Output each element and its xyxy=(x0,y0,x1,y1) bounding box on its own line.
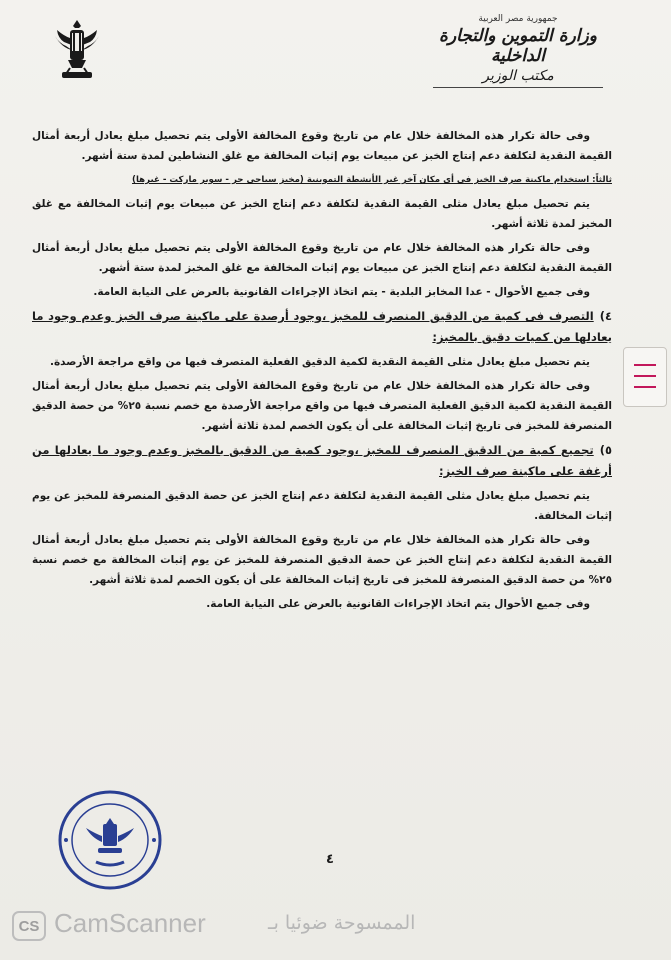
paragraph: وفى حالة تكرار هذه المخالفة خلال عام من تاريخ وقوع المخالفة الأولى يتم تحصيل مبلغ يعادل أربعة أمثال القيمة النقدية لتكلفة دعم إنتاج الخبز عن مبيعات يوم إثبات المخالفة مع غلق المخبز لمدة ستة أشهر. xyxy=(32,242,612,274)
paragraph: وفى جميع الأحوال - عدا المخابز البلدية - يتم اتخاذ الإجراءات القانونية بالعرض على النيابة العامة. xyxy=(93,286,590,298)
ministry-stamp-icon xyxy=(56,788,164,892)
camscanner-logo-icon: CS xyxy=(12,911,46,941)
camscanner-watermark xyxy=(0,905,671,945)
letterhead-office: مكتب الوزير xyxy=(482,68,554,84)
letterhead xyxy=(413,14,623,88)
page-number: ٤ xyxy=(326,852,334,867)
letterhead-underline xyxy=(433,87,603,88)
section-subheading: ثالثاً: استخدام ماكينة صرف الخبز فى أى مكان آخر غير الأنشطة التموينية (مخبز سياحى حر - سوبر ماركت - غيرها) xyxy=(132,175,612,185)
document-body xyxy=(32,126,612,618)
section-heading-text: تجميع كمية من الدقيق المنصرف للمخبز ،وجود كمية من الدقيق بالمخبز وعدم وجود ما يعادلها من أرغفة على ماكينة صرف الخبز: xyxy=(32,443,612,478)
camscanner-arabic-text: الممسوحة ضوئيا بـ xyxy=(268,912,416,934)
section-number: ٤) xyxy=(599,309,612,323)
paragraph: وفى حالة تكرار هذه المخالفة خلال عام من تاريخ وقوع المخالفة الأولى يتم تحصيل مبلغ يعادل أربعة أمثال القيمة النقدية لتكلفة دعم إنتاج الخبز عن مبيعات يوم إثبات المخالفة مع غلق النشاطين لمدة ستة أشهر. xyxy=(32,130,612,162)
letterhead-country: جمهورية مصر العربية xyxy=(478,14,558,24)
eagle-emblem-icon xyxy=(52,16,102,88)
menu-line-icon xyxy=(634,364,656,366)
letterhead-ministry: وزارة التموين والتجارة الداخلية xyxy=(439,26,597,66)
section-heading-4 xyxy=(32,306,612,348)
paragraph: يتم تحصيل مبلغ يعادل مثلى القيمة النقدية لتكلفة دعم إنتاج الخبز عن حصة الدقيق المنصرفة للمخبز عن يوم إثبات المخالفة. xyxy=(32,490,612,522)
paragraph: يتم تحصيل مبلغ يعادل مثلى القيمة النقدية لتكلفة دعم إنتاج الخبز عن مبيعات يوم إثبات المخالفة مع غلق المخبز لمدة ثلاثة أشهر. xyxy=(32,198,612,230)
section-heading-5 xyxy=(32,440,612,482)
section-number: ٥) xyxy=(599,443,612,457)
menu-line-icon xyxy=(634,375,656,377)
side-menu-tab[interactable] xyxy=(623,347,667,407)
section-heading-text: التصرف فى كمية من الدقيق المنصرف للمخبز ،وجود أرصدة على ماكينة صرف الخبز وعدم وجود ما يعادلها من كميات دقيق بالمخبز: xyxy=(32,309,612,344)
camscanner-brand-text: CamScanner xyxy=(54,908,206,938)
paragraph: وفى جميع الأحوال يتم اتخاذ الإجراءات القانونية بالعرض على النيابة العامة. xyxy=(206,598,590,610)
paragraph: وفى حالة تكرار هذه المخالفة خلال عام من تاريخ وقوع المخالفة الأولى يتم تحصيل مبلغ يعادل أربعة أمثال القيمة النقدية لتكلفة دعم إنتاج الخبز عن حصة الدقيق المنصرفة للمخبز عن يوم إثبات المخالفة مع خصم نسبة ٢٥% من حصة الدقيق المنصرفة للمخبز فى تاريخ إثبات المخالفة على أن يكون الخصم لمدة ثلاثة أشهر. xyxy=(32,534,612,586)
paragraph: وفى حالة تكرار هذه المخالفة خلال عام من تاريخ وقوع المخالفة الأولى يتم تحصيل مبلغ يعادل أربعة أمثال القيمة النقدية لكمية الدقيق الفعلية المتصرف فيها من واقع مراجعة الأرصدة مع خصم نسبة ٢٥% من حصة الدقيق المنصرفة للمخبز فى تاريخ إثبات المخالفة على أن يكون الخصم لمدة ثلاثة أشهر. xyxy=(32,380,613,432)
menu-line-icon xyxy=(634,386,656,388)
paragraph: يتم تحصيل مبلغ يعادل مثلى القيمة النقدية لكمية الدقيق الفعلية المتصرف فيها من واقع مراجعة الأرصدة. xyxy=(49,356,590,368)
